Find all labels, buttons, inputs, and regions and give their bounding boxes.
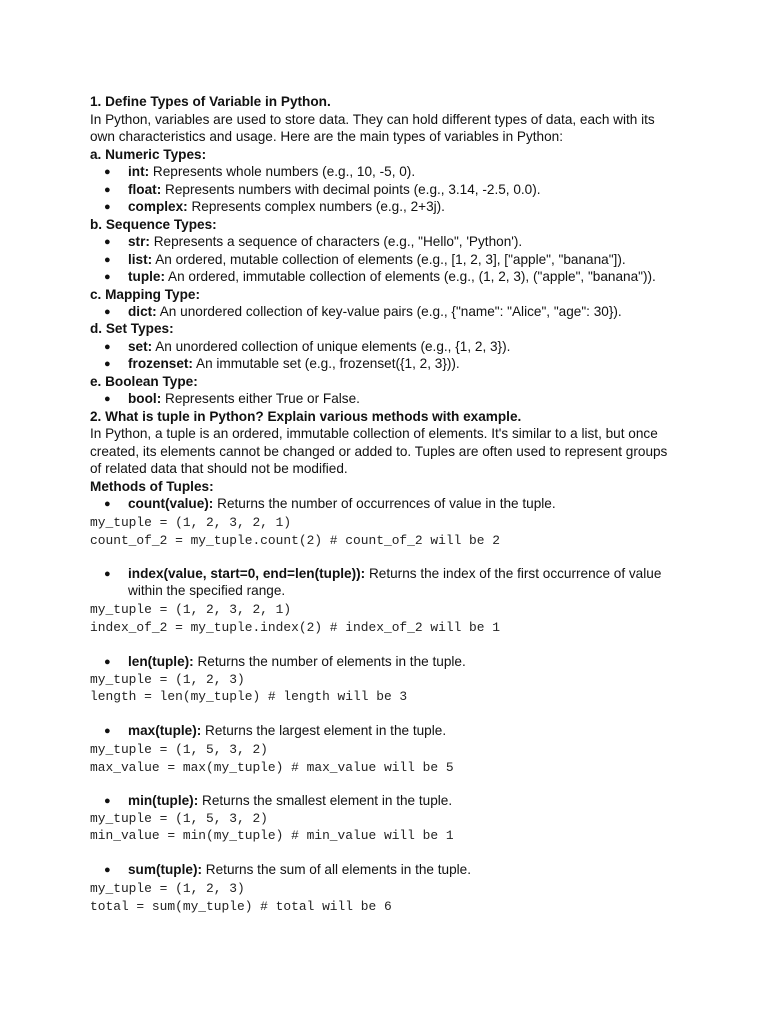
bullet-icon: ● [104, 166, 111, 178]
list-item: ● dict: An unordered collection of key-value pairs (e.g., {"name": "Alice", "age": 30}). [104, 303, 748, 321]
list-item: ● str: Represents a sequence of characters (e.g., "Hello", 'Python'). [104, 233, 748, 251]
code-line: my_tuple = (1, 5, 3, 2) [90, 811, 268, 826]
code-line: max_value = max(my_tuple) # max_value will be 5 [90, 760, 454, 775]
q1-intro-line-1: In Python, variables are used to store data. They can hold different types of data, each with its [90, 112, 655, 127]
method-item-index: ● index(value, start=0, end=len(tuple)): Returns the index of the first occurrence of value [104, 565, 748, 583]
q2-intro-line-3: of related data that should not be modified. [90, 461, 348, 476]
code-line: min_value = min(my_tuple) # min_value will be 1 [90, 828, 454, 843]
q2-intro-line-2: created, its elements cannot be changed or added to. Tuples are often used to represent groups [90, 444, 668, 459]
bullet-icon: ● [104, 254, 111, 266]
bullet-icon: ● [104, 795, 111, 807]
bullet-icon: ● [104, 656, 111, 668]
method-item-count: ● count(value): Returns the number of occurrences of value in the tuple. [104, 495, 748, 513]
code-line: my_tuple = (1, 5, 3, 2) [90, 742, 268, 757]
method-item-index-continuation: within the specified range. [128, 583, 286, 598]
q1-intro-line-2: own characteristics and usage. Here are the main types of variables in Python: [90, 129, 564, 144]
bullet-icon: ● [104, 498, 111, 510]
list-item: ● tuple: An ordered, immutable collection of elements (e.g., (1, 2, 3), ("apple", "banana")). [104, 268, 748, 286]
q2-intro-line-1: In Python, a tuple is an ordered, immutable collection of elements. It's similar to a list, but once [90, 426, 658, 441]
bullet-icon: ● [104, 201, 111, 213]
bullet-icon: ● [104, 271, 111, 283]
list-item: ● int: Represents whole numbers (e.g., 10, -5, 0). [104, 163, 748, 181]
code-line: length = len(my_tuple) # length will be 3 [90, 689, 408, 704]
method-item-min: ● min(tuple): Returns the smallest element in the tuple. [104, 792, 748, 810]
code-line: my_tuple = (1, 2, 3, 2, 1) [90, 515, 292, 530]
q1-heading: 1. Define Types of Variable in Python. [90, 94, 331, 109]
method-item-len: ● len(tuple): Returns the number of elements in the tuple. [104, 653, 748, 671]
bullet-icon: ● [104, 236, 111, 248]
code-line: total = sum(my_tuple) # total will be 6 [90, 899, 392, 914]
set-types-heading: d. Set Types: [90, 321, 174, 336]
code-line: my_tuple = (1, 2, 3, 2, 1) [90, 602, 292, 617]
bullet-icon: ● [104, 568, 111, 580]
bullet-icon: ● [104, 864, 111, 876]
list-item: ● set: An unordered collection of unique elements (e.g., {1, 2, 3}). [104, 338, 748, 356]
list-item: ● float: Represents numbers with decimal points (e.g., 3.14, -2.5, 0.0). [104, 181, 748, 199]
list-item: ● frozenset: An immutable set (e.g., frozenset({1, 2, 3})). [104, 355, 748, 373]
bullet-icon: ● [104, 358, 111, 370]
bullet-icon: ● [104, 306, 111, 318]
list-item: ● list: An ordered, mutable collection of elements (e.g., [1, 2, 3], ["apple", "banana"]). [104, 251, 748, 269]
code-line: index_of_2 = my_tuple.index(2) # index_of_2 will be 1 [90, 620, 500, 635]
method-item-sum: ● sum(tuple): Returns the sum of all elements in the tuple. [104, 861, 748, 879]
method-item-max: ● max(tuple): Returns the largest element in the tuple. [104, 722, 748, 740]
code-line: my_tuple = (1, 2, 3) [90, 672, 245, 687]
numeric-types-heading: a. Numeric Types: [90, 147, 207, 162]
code-line: count_of_2 = my_tuple.count(2) # count_of_2 will be 2 [90, 533, 500, 548]
list-item: ● complex: Represents complex numbers (e.g., 2+3j). [104, 198, 748, 216]
sequence-types-heading: b. Sequence Types: [90, 217, 217, 232]
q2-heading: 2. What is tuple in Python? Explain various methods with example. [90, 409, 522, 424]
bullet-icon: ● [104, 184, 111, 196]
bullet-icon: ● [104, 393, 111, 405]
boolean-type-heading: e. Boolean Type: [90, 374, 198, 389]
mapping-type-heading: c. Mapping Type: [90, 287, 201, 302]
bullet-icon: ● [104, 725, 111, 737]
list-item: ● bool: Represents either True or False. [104, 390, 748, 408]
code-line: my_tuple = (1, 2, 3) [90, 881, 245, 896]
bullet-icon: ● [104, 341, 111, 353]
methods-heading: Methods of Tuples: [90, 479, 214, 494]
